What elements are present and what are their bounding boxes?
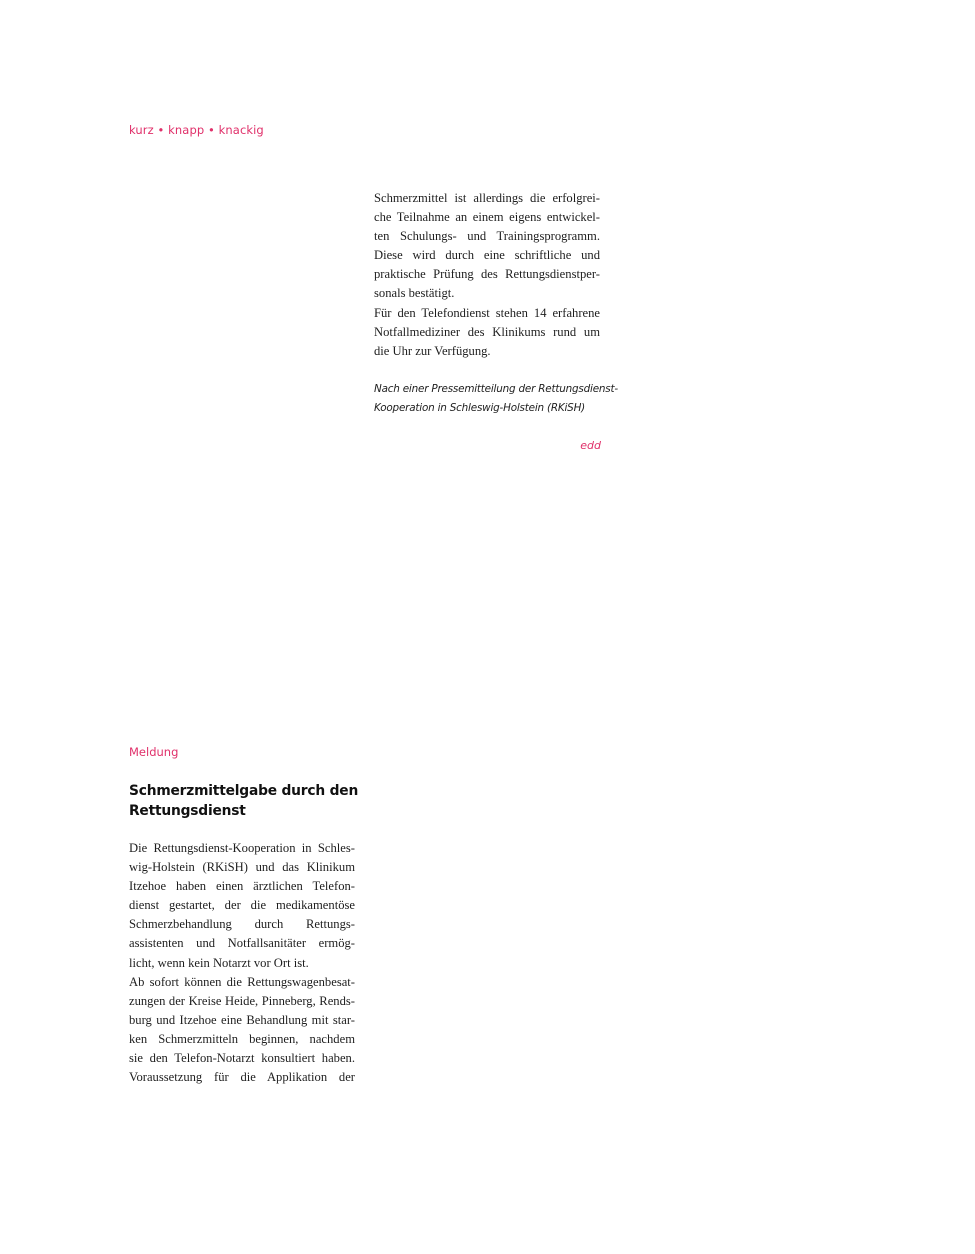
body-line: Itzehoe haben einen ärztlichen Telefon-: [129, 879, 355, 894]
body-line: Voraussetzung für die Applikation der: [129, 1070, 355, 1085]
body-line: Diese wird durch eine schriftliche und: [374, 248, 600, 263]
body-line: Schmerzmittel ist allerdings die erfolgrei-: [374, 191, 600, 205]
body-line: Die Rettungsdienst-Kooperation in Schles-: [129, 841, 355, 855]
headline-line: Rettungsdienst: [129, 803, 246, 819]
source-line: Kooperation in Schleswig-Holstein (RKiSH): [374, 402, 586, 415]
body-line: licht, wenn kein Notarzt vor Ort ist.: [129, 955, 309, 970]
body-line: die Uhr zur Verfügung.: [374, 343, 491, 358]
headline-line: Schmerzmittelgabe durch den: [129, 783, 359, 799]
body-line: Ab sofort können die Rettungswagenbesat-: [129, 974, 355, 989]
body-line: Schmerzbehandlung durch Rettungs-: [129, 917, 355, 932]
body-line: sie den Telefon-Notarzt konsultiert haben.: [129, 1051, 355, 1066]
body-line: sonals bestätigt.: [374, 286, 455, 301]
source-line: Nach einer Pressemitteilung der Rettungsdienst-: [374, 383, 618, 395]
article-body-text: [129, 839, 355, 1087]
body-line: burg und Itzehoe eine Behandlung mit star-: [129, 1012, 355, 1027]
body-line: wig-Holstein (RKiSH) und das Klinikum: [129, 860, 355, 875]
article-headline: [129, 781, 369, 821]
body-line: dienst gestartet, der die medikamentöse: [129, 898, 355, 913]
body-line: assistenten und Notfallsanitäter ermög-: [129, 936, 355, 951]
body-line: praktische Prüfung des Rettungsdienstper-: [374, 267, 600, 282]
author-initials: edd: [580, 439, 601, 452]
body-line: ten Schulungs- und Trainingsprogramm.: [374, 229, 600, 244]
continued-body-text: [374, 189, 600, 361]
body-line: Notfallmediziner des Klinikums rund um: [374, 324, 600, 339]
body-line: zungen der Kreise Heide, Pinneberg, Rends-: [129, 993, 355, 1008]
body-line: che Teilnahme an einem eigens entwickel-: [374, 210, 600, 225]
body-line: ken Schmerzmitteln beginnen, nachdem: [129, 1031, 355, 1046]
body-line: Für den Telefondienst stehen 14 erfahrene: [374, 305, 600, 320]
source-note: [374, 380, 618, 419]
running-header-kicker: kurz • knapp • knackig: [129, 123, 264, 137]
section-label: Meldung: [129, 745, 179, 759]
